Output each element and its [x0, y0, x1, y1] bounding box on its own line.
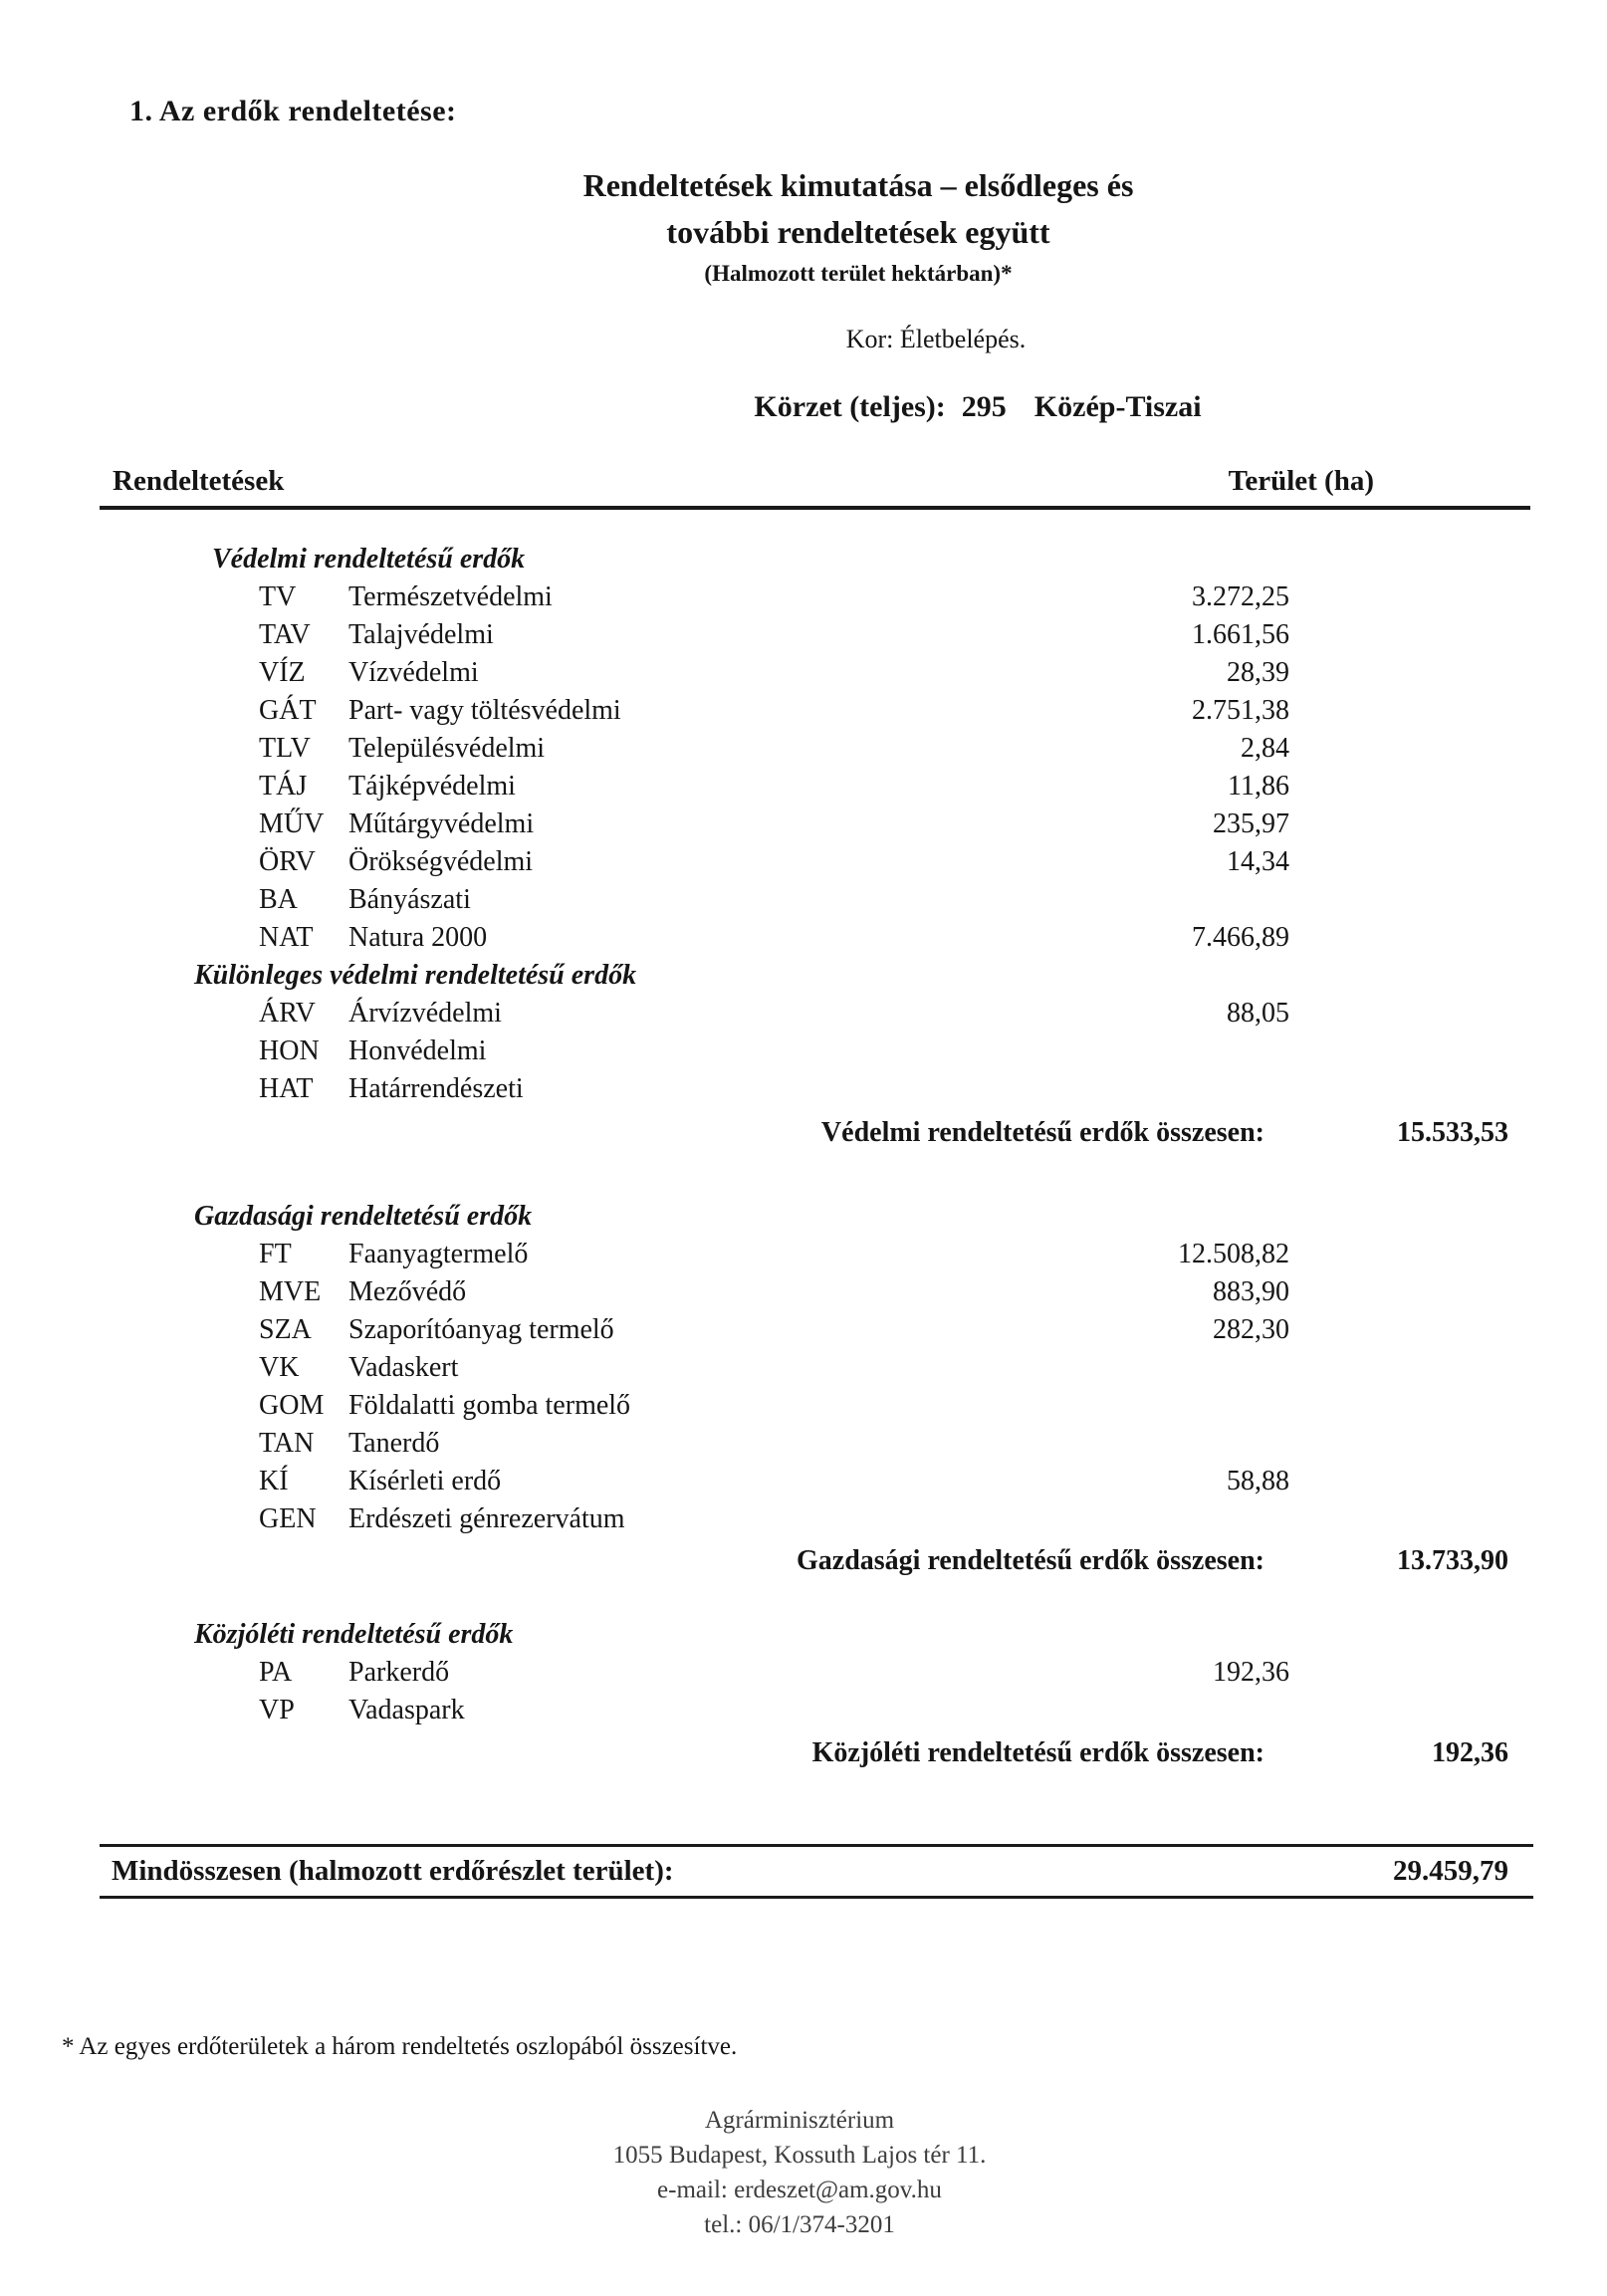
- designation-label: Natura 2000: [348, 922, 488, 953]
- designation-label: Szaporítóanyag termelő: [348, 1314, 614, 1345]
- table-row: [0, 692, 1607, 730]
- table-row: [0, 730, 1607, 768]
- table-row: [0, 1654, 1607, 1692]
- area-value: 12.508,82: [1178, 1239, 1289, 1269]
- table-row: [0, 1387, 1607, 1425]
- area-value: 3.272,25: [1192, 581, 1289, 612]
- designation-label: Földalatti gomba termelő: [348, 1390, 631, 1421]
- section-header-public-welfare: Közjóléti rendeltetésű erdők: [194, 1619, 514, 1650]
- designation-label: Vadaspark: [348, 1695, 465, 1725]
- report-subtitle: (Halmozott terület hektárban)*: [704, 261, 1013, 286]
- designation-code: PA: [259, 1657, 293, 1688]
- table-column-header-area: Terület (ha): [1228, 465, 1374, 497]
- table-row: [0, 995, 1607, 1033]
- area-value: 28,39: [1227, 657, 1289, 688]
- designation-code: BA: [259, 884, 298, 915]
- designation-code: TV: [259, 581, 297, 612]
- district-label: Körzet (teljes):: [754, 390, 946, 423]
- designation-code: TAV: [259, 619, 311, 650]
- designation-code: VP: [259, 1695, 295, 1725]
- footer-organization: Agrárminisztérium: [704, 2107, 895, 2134]
- area-value: 2,84: [1241, 733, 1289, 764]
- area-value: 2.751,38: [1192, 695, 1289, 726]
- age-note: Kor: Életbelépés.: [845, 325, 1027, 353]
- subtotal-row-protective: [0, 1114, 1607, 1152]
- designation-code: SZA: [259, 1314, 312, 1345]
- area-value: 88,05: [1227, 998, 1289, 1029]
- subtotal-label: Közjóléti rendeltetésű erdők összesen:: [811, 1737, 1264, 1768]
- area-value: 883,90: [1213, 1276, 1289, 1307]
- designation-code: ÖRV: [259, 846, 316, 877]
- designation-code: MŰV: [259, 808, 325, 839]
- designation-code: TÁJ: [259, 771, 308, 802]
- designation-code: TAN: [259, 1428, 315, 1459]
- designation-label: Örökségvédelmi: [348, 846, 534, 877]
- table-row: [0, 1425, 1607, 1463]
- area-value: 282,30: [1213, 1314, 1289, 1345]
- area-value: 58,88: [1227, 1466, 1289, 1496]
- table-column-header-designations: Rendeltetések: [113, 465, 285, 497]
- designation-code: MVE: [259, 1276, 322, 1307]
- report-title-line-1: Rendeltetések kimutatása – elsődleges és: [582, 167, 1134, 203]
- designation-label: Honvédelmi: [348, 1035, 487, 1066]
- section-header-special-protective: Különleges védelmi rendeltetésű erdők: [194, 960, 637, 991]
- subtotal-label: Védelmi rendeltetésű erdők összesen:: [820, 1117, 1264, 1148]
- subtotal-value: 192,36: [1432, 1737, 1508, 1768]
- table-header-row: [100, 458, 1530, 510]
- designation-label: Határrendészeti: [348, 1073, 524, 1104]
- footer-email: e-mail: erdeszet@am.gov.hu: [657, 2177, 942, 2203]
- subtotal-row-economic: [0, 1542, 1607, 1580]
- designation-label: Parkerdő: [348, 1657, 450, 1688]
- table-row: [0, 919, 1607, 957]
- table-row: [0, 881, 1607, 919]
- designation-label: Árvízvédelmi: [348, 998, 502, 1029]
- table-row: [0, 1463, 1607, 1500]
- district-line: [679, 390, 1276, 424]
- table-row: [0, 1692, 1607, 1729]
- report-title-block: [455, 162, 1262, 289]
- area-value: 11,86: [1228, 771, 1289, 802]
- footnote: * Az egyes erdőterületek a három rendeltetés oszlopából összesítve.: [62, 2033, 738, 2060]
- designation-label: Műtárgyvédelmi: [348, 808, 535, 839]
- designation-code: GEN: [259, 1503, 317, 1534]
- table-row: [0, 1070, 1607, 1108]
- designation-code: HON: [259, 1035, 320, 1066]
- footer-block: [0, 2103, 1599, 2242]
- table-row: [0, 1033, 1607, 1070]
- designation-label: Vadaskert: [348, 1352, 459, 1383]
- designation-code: GOM: [259, 1390, 325, 1421]
- designation-label: Erdészeti génrezervátum: [348, 1503, 625, 1534]
- designation-label: Faanyagtermelő: [348, 1239, 529, 1269]
- subtotal-label: Gazdasági rendeltetésű erdők összesen:: [797, 1545, 1264, 1576]
- table-row: [0, 654, 1607, 692]
- section-header-protective: Védelmi rendeltetésű erdők: [212, 544, 526, 574]
- designation-code: VK: [259, 1352, 300, 1383]
- designation-label: Kísérleti erdő: [348, 1466, 502, 1496]
- designation-label: Bányászati: [348, 884, 471, 915]
- designation-code: TLV: [259, 733, 311, 764]
- designation-code: HAT: [259, 1073, 314, 1104]
- designation-code: KÍ: [259, 1466, 289, 1496]
- designation-label: Vízvédelmi: [348, 657, 479, 688]
- table-row: [0, 1311, 1607, 1349]
- table-row: [0, 768, 1607, 805]
- footer-address: 1055 Budapest, Kossuth Lajos tér 11.: [612, 2142, 987, 2169]
- area-value: 14,34: [1227, 846, 1289, 877]
- designation-code: NAT: [259, 922, 314, 953]
- subtotal-row-public-welfare: [0, 1734, 1607, 1772]
- designation-label: Természetvédelmi: [348, 581, 553, 612]
- designation-code: GÁT: [259, 695, 317, 726]
- area-value: 1.661,56: [1192, 619, 1289, 650]
- table-row: [0, 843, 1607, 881]
- area-value: 192,36: [1213, 1657, 1289, 1688]
- designation-code: FT: [259, 1239, 292, 1269]
- district-name: Közép-Tiszai: [1033, 390, 1202, 423]
- designation-label: Településvédelmi: [348, 733, 546, 764]
- footer-phone: tel.: 06/1/374-3201: [704, 2211, 895, 2238]
- grand-total-row: [100, 1844, 1533, 1899]
- designation-label: Tanerdő: [348, 1428, 440, 1459]
- designation-label: Tájképvédelmi: [348, 771, 516, 802]
- designations-table: [0, 541, 1607, 1772]
- grand-total-label: Mindösszesen (halmozott erdőrészlet terület):: [112, 1855, 674, 1887]
- designation-code: ÁRV: [259, 998, 316, 1029]
- table-row: [0, 1273, 1607, 1311]
- district-code: 295: [961, 390, 1007, 423]
- table-row: [0, 1349, 1607, 1387]
- area-value: 7.466,89: [1192, 922, 1289, 953]
- section-header-economic: Gazdasági rendeltetésű erdők: [194, 1201, 533, 1232]
- table-row: [0, 805, 1607, 843]
- report-title-line-2: további rendeltetések együtt: [666, 214, 1050, 250]
- designation-code: VÍZ: [259, 657, 306, 688]
- subtotal-value: 15.533,53: [1397, 1117, 1508, 1148]
- subtotal-value: 13.733,90: [1397, 1545, 1508, 1576]
- area-value: 235,97: [1213, 808, 1289, 839]
- table-row: [0, 616, 1607, 654]
- table-row: [0, 1500, 1607, 1538]
- table-row: [0, 1236, 1607, 1273]
- designation-label: Talajvédelmi: [348, 619, 494, 650]
- grand-total-value: 29.459,79: [1393, 1855, 1508, 1887]
- section-heading: 1. Az erdők rendeltetése:: [129, 95, 457, 127]
- designation-label: Mezővédő: [348, 1276, 467, 1307]
- table-row: [0, 578, 1607, 616]
- designation-label: Part- vagy töltésvédelmi: [348, 695, 621, 726]
